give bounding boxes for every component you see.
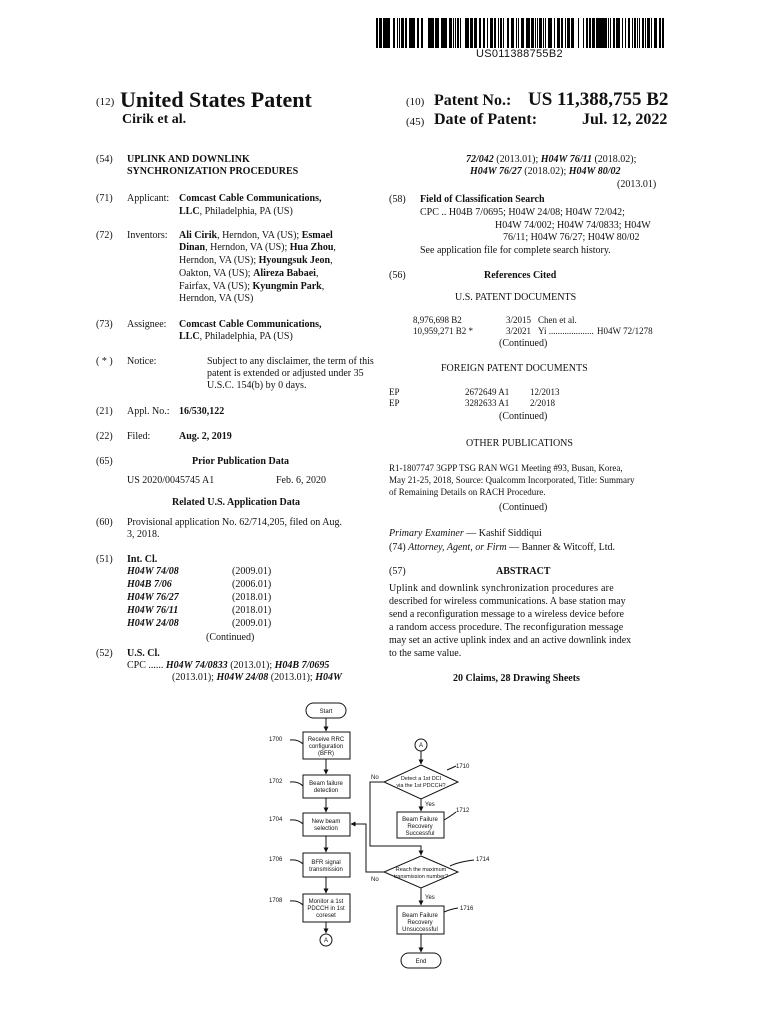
- box-1712-text-3: Successful: [405, 831, 435, 837]
- assignee-line-1: Comcast Cable Communications,: [179, 319, 322, 330]
- cpc-line-1: CPC ...... H04W 74/0833 (2013.01); H04B 7/0695: [127, 660, 330, 671]
- inventors-label: Inventors:: [127, 230, 168, 241]
- notice-code: ( * ): [96, 356, 113, 367]
- other-line-3: of Remaining Details on RACH Procedure.: [389, 487, 546, 497]
- other-line-1: R1-1807747 3GPP TSG RAN WG1 Meeting #93, Busan, Korea,: [389, 463, 623, 473]
- abstract-title: ABSTRACT: [496, 566, 551, 577]
- us-doc-name: Chen et al.: [538, 315, 577, 325]
- label-yes-1714: Yes: [425, 895, 435, 901]
- field-line-3: 76/11; H04W 76/27; H04W 80/02: [503, 232, 640, 243]
- intcl-code-item: H04W 24/08: [127, 618, 179, 629]
- assignee-line-2: LLC, Philadelphia, PA (US): [179, 331, 293, 342]
- ref-1706: 1706: [269, 857, 283, 863]
- ref-1700: 1700: [269, 737, 283, 743]
- us-docs-title: U.S. PATENT DOCUMENTS: [455, 292, 577, 303]
- field-code: (58): [389, 194, 406, 205]
- us-docs-continued: (Continued): [499, 338, 548, 349]
- abstract-line-6: to the same value.: [389, 648, 462, 659]
- notice-label: Notice:: [127, 356, 157, 367]
- cpc-cont-line-3: (2013.01): [617, 179, 657, 190]
- connector-a-top-label: A: [418, 743, 424, 749]
- related-title: Related U.S. Application Data: [172, 497, 301, 508]
- foreign-title: FOREIGN PATENT DOCUMENTS: [441, 363, 588, 374]
- ref-1704: 1704: [269, 817, 283, 823]
- title-code: (54): [96, 154, 113, 165]
- other-title: OTHER PUBLICATIONS: [466, 438, 573, 449]
- abstract-line-2: described for wireless communications. A base station may: [389, 596, 626, 607]
- box-1716-text-3: Unsuccessful: [402, 927, 438, 933]
- prior-pub: US 2020/0045745 A1: [127, 475, 215, 486]
- box-1716-text-1: Beam Failure: [402, 913, 438, 919]
- box-1704-text-2: selection: [314, 826, 338, 832]
- ref-1710: 1710: [456, 764, 470, 770]
- decision-1714-text-1: Reach the maximum: [395, 867, 447, 873]
- appl-code: (21): [96, 406, 113, 417]
- intcl-code-item: H04W 76/27: [127, 592, 179, 603]
- field-line-4: See application file for complete search history.: [420, 245, 611, 256]
- foreign-doc-country: EP: [389, 387, 400, 397]
- kind-code: (12): [96, 96, 115, 108]
- foreign-doc-country: EP: [389, 398, 400, 408]
- date-code: (45): [406, 116, 425, 128]
- notice-line-3: U.S.C. 154(b) by 0 days.: [207, 380, 307, 391]
- inventors-line-1: Ali Cirik, Herndon, VA (US); Esmael: [179, 230, 333, 241]
- field-title: Field of Classification Search: [420, 194, 545, 205]
- refs-title: References Cited: [484, 270, 557, 281]
- foreign-doc-number: 3282633 A1: [465, 398, 510, 408]
- box-1700-text-2: configuration: [308, 744, 344, 750]
- notice-line-2: patent is extended or adjusted under 35: [207, 368, 364, 379]
- us-doc-date: 3/2021: [506, 326, 532, 336]
- inventors-line-2: Dinan, Herndon, VA (US); Hua Zhou,: [179, 242, 336, 253]
- decision-1710-text-2: via the 1st PDCCH?: [396, 783, 446, 789]
- box-1706-text-2: transmission: [309, 867, 343, 873]
- uscl-code: (52): [96, 648, 113, 659]
- title-line-2: SYNCHRONIZATION PROCEDURES: [127, 166, 299, 177]
- refs-code: (56): [389, 270, 406, 281]
- date-label: Date of Patent:: [434, 111, 538, 128]
- box-1716-text-2: Recovery: [407, 920, 433, 926]
- box-1708-text-3: coreset: [316, 913, 336, 919]
- label-no-1710: No: [371, 775, 379, 781]
- other-continued: (Continued): [499, 502, 548, 513]
- prior-title: Prior Publication Data: [192, 456, 290, 467]
- barcode-number: US011388755B2: [476, 48, 563, 60]
- ref-1714: 1714: [476, 857, 490, 863]
- intcl-year-item: (2018.01): [232, 605, 272, 616]
- cpc-cont-line-2: H04W 76/27 (2018.02); H04W 80/02: [470, 166, 621, 177]
- intcl-year-item: (2009.01): [232, 618, 272, 629]
- box-1706-text-1: BFR signal: [311, 860, 341, 866]
- foreign-doc-date: 12/2013: [530, 387, 560, 397]
- inventors-code: (72): [96, 230, 113, 241]
- inventors-line-5: Fairfax, VA (US); Kyungmin Park,: [179, 281, 325, 292]
- prov-line-1: Provisional application No. 62/714,205, filed on Aug.: [127, 517, 342, 528]
- box-1700-text-3: (BFR): [318, 751, 334, 757]
- field-line-2: H04W 74/002; H04W 74/0833; H04W: [495, 220, 651, 231]
- abstract-line-3: send a reconfiguration message to a wireless device before: [389, 609, 624, 620]
- appl-number: 16/530,122: [179, 406, 225, 417]
- intcl-code-item: H04B 7/06: [127, 579, 172, 590]
- applicant-line-1: Comcast Cable Communications,: [179, 193, 322, 204]
- box-1704-text-1: New beam: [311, 819, 341, 825]
- intcl-code-item: H04W 76/11: [127, 605, 179, 616]
- box-1708-text-1: Monitor a 1st: [308, 899, 344, 905]
- abstract-code: (57): [389, 566, 406, 577]
- abstract-line-1: Uplink and downlink synchronization procedures are: [389, 583, 614, 594]
- cpc-line-2: (2013.01); H04W 24/08 (2013.01); H04W: [172, 672, 342, 683]
- abstract-line-4: a random access procedure. The reconfiguration message: [389, 622, 624, 633]
- connector-a-bottom-label: A: [323, 938, 329, 944]
- box-1700-text-1: Receive RRC: [307, 737, 345, 743]
- filed-label: Filed:: [127, 431, 151, 442]
- label-yes-1710: Yes: [425, 802, 435, 808]
- box-1702-text-2: detection: [313, 788, 339, 794]
- patent-no: US 11,388,755 B2: [528, 89, 669, 110]
- intcl-continued: (Continued): [206, 632, 255, 643]
- appl-label: Appl. No.:: [127, 406, 170, 417]
- title-line-1: UPLINK AND DOWNLINK: [127, 154, 250, 165]
- end-label: End: [415, 959, 427, 965]
- ref-1712: 1712: [456, 808, 470, 814]
- inventors-line-3: Herndon, VA (US); Hyoungsuk Jeon,: [179, 255, 333, 266]
- us-doc-class: H04W 72/1278: [597, 326, 653, 336]
- us-doc-date: 3/2015: [506, 315, 532, 325]
- examiner: Primary Examiner — Kashif Siddiqui: [389, 528, 542, 539]
- prior-date: Feb. 6, 2020: [276, 475, 326, 486]
- claims-count: 20 Claims, 28 Drawing Sheets: [453, 673, 580, 684]
- intcl-code: (51): [96, 554, 113, 565]
- notice-line-1: Subject to any disclaimer, the term of this: [207, 356, 374, 367]
- intcl-year-item: (2018.01): [232, 592, 272, 603]
- start-label: Start: [319, 709, 333, 715]
- prov-line-2: 3, 2018.: [127, 529, 160, 540]
- assignee-label: Assignee:: [127, 319, 167, 330]
- applicant-label: Applicant:: [127, 193, 170, 204]
- label-no-1714: No: [371, 877, 379, 883]
- ref-1702: 1702: [269, 779, 283, 785]
- us-doc-name: Yi ....................: [538, 326, 594, 336]
- intcl-code-item: H04W 74/08: [127, 566, 179, 577]
- assignee-code: (73): [96, 319, 113, 330]
- inventors-line-6: Herndon, VA (US): [179, 293, 254, 304]
- inventor-short: Cirik et al.: [122, 112, 187, 127]
- foreign-continued: (Continued): [499, 411, 548, 422]
- doc-type: United States Patent: [120, 87, 312, 112]
- uscl-title: U.S. Cl.: [127, 648, 160, 659]
- ref-1716: 1716: [460, 906, 474, 912]
- filed-code: (22): [96, 431, 113, 442]
- ref-1708: 1708: [269, 898, 283, 904]
- inventors-line-4: Oakton, VA (US); Alireza Babaei,: [179, 268, 319, 279]
- field-line-1: CPC .. H04B 7/0695; H04W 24/08; H04W 72/042;: [420, 207, 625, 218]
- decision-1714-text-2: transmission number?: [393, 874, 449, 880]
- applicant-line-2: LLC, Philadelphia, PA (US): [179, 206, 293, 217]
- box-1712-text-1: Beam Failure: [402, 817, 438, 823]
- decision-1710-text-1: Detect a 1st DCI: [400, 776, 442, 782]
- intcl-year-item: (2006.01): [232, 579, 272, 590]
- prov-code: (60): [96, 517, 113, 528]
- box-1708-text-2: PDCCH in 1st: [307, 906, 345, 912]
- patent-date: Jul. 12, 2022: [582, 111, 668, 128]
- abstract-line-5: may set an active uplink index and an active downlink index: [389, 635, 632, 646]
- other-line-2: May 21-25, 2018, Source: Qualcomm Incorporated, Title: Summary: [389, 475, 635, 485]
- decision-1710: [384, 765, 458, 799]
- filed-date: Aug. 2, 2019: [179, 431, 232, 442]
- cpc-cont-line-1: 72/042 (2013.01); H04W 76/11 (2018.02);: [466, 154, 637, 165]
- us-doc-number: 10,959,271 B2 *: [413, 326, 474, 336]
- box-1712-text-2: Recovery: [407, 824, 433, 830]
- prior-code: (65): [96, 456, 113, 467]
- foreign-doc-number: 2672649 A1: [465, 387, 510, 397]
- us-doc-number: 8,976,698 B2: [413, 315, 462, 325]
- intcl-title: Int. Cl.: [127, 554, 158, 565]
- intcl-year-item: (2009.01): [232, 566, 272, 577]
- attorney: (74) Attorney, Agent, or Firm — Banner & Witcoff, Ltd.: [389, 542, 615, 553]
- applicant-code: (71): [96, 193, 113, 204]
- foreign-doc-date: 2/2018: [530, 398, 556, 408]
- patent-no-label: Patent No.:: [434, 92, 512, 109]
- box-1702-text-1: Beam failure: [309, 781, 343, 787]
- patent-no-code: (10): [406, 96, 425, 108]
